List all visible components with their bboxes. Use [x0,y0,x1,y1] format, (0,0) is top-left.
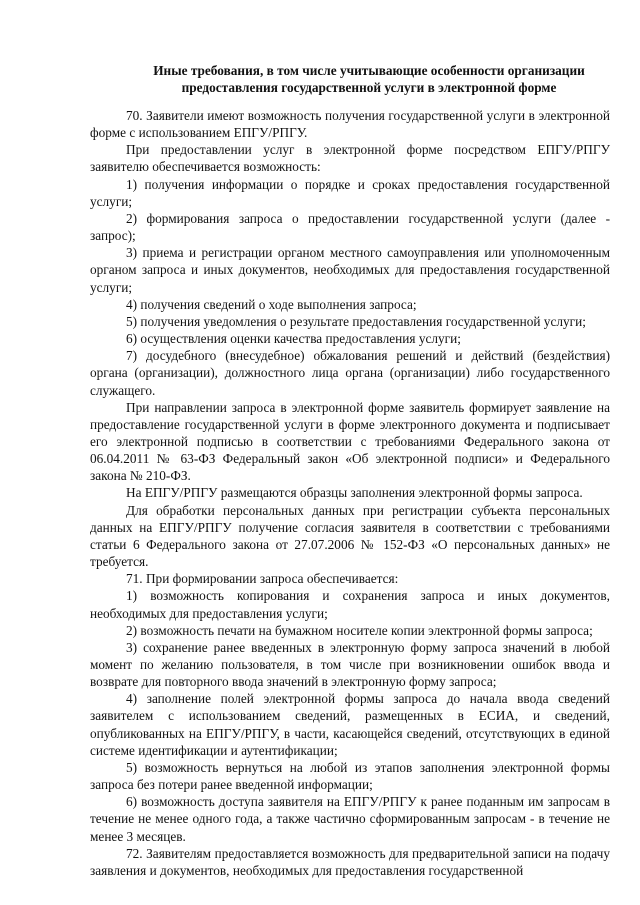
list-item: 6) возможность доступа заявителя на ЕПГУ/РПГУ к ранее поданным им запросам в течение не менее одного года, а также частично сформированным запросам - в течение не менее 3 месяцев. [90,794,610,844]
list-item: 3) приема и регистрации органом местного самоуправления или уполномоченным органом запроса и иных документов, необходимых для предоставления государственной услуги; [90,245,610,295]
list-item: 1) возможность копирования и сохранения запроса и иных документов, необходимых для предоставления услуги; [90,588,610,621]
list-item: 3) сохранение ранее введенных в электронную форму запроса значений в любой момент по желанию пользователя, в том числе при возникновении ошибок ввода и возврате для повторного ввода значений в электронную форму запроса; [90,639,610,690]
paragraph-personal-data: Для обработки персональных данных при регистрации субъекта персональных данных на ЕПГУ/РПГУ получение согласия заявителя в соответствии с требованиями статьи 6 Федерального закона от 27.07.2006 № 152-ФЗ «О персональных данных» не требуется. [90,502,610,570]
paragraph-70-intro: 70. Заявители имеют возможность получения государственной услуги в электронной форме с использованием ЕПГУ/РПГУ. [90,108,610,141]
list-item: 2) формирования запроса о предоставлении государственной услуги (далее - запрос); [90,210,610,244]
paragraph-72: 72. Заявителям предоставляется возможность для предварительной записи на подачу заявления и документов, необходимых для предоставления государственной [90,845,610,878]
list-item: 5) возможность вернуться на любой из этапов заполнения электронной формы запроса без потери ранее введенной информации; [90,759,610,793]
section-heading [90,62,610,96]
paragraph-epgu-capabilities: При предоставлении услуг в электронной форме посредством ЕПГУ/РПГУ заявителю обеспечивается возможность: [90,142,610,175]
paragraph-electronic-signature: При направлении запроса в электронной форме заявитель формирует заявление на предоставление государственной услуги в форме электронного документа и подписывает его электронной подписью в соответствии с требованиями Федерального закона от 06.04.2011 № 63-ФЗ Федеральный закон «Об электронной подписи» и Федерального закона № 210-ФЗ. [90,399,610,484]
list-item: 6) осуществления оценки качества предоставления услуги; [126,331,461,347]
list-item: 5) получения уведомления о результате предоставления государственной услуги; [126,313,586,329]
list-item: 4) получения сведений о ходе выполнения запроса; [126,296,417,312]
list-item: 7) досудебного (внесудебное) обжалования решений и действий (бездействия) органа (организации), должностного лица органа (организации) либо государственного служащего. [90,348,610,398]
list-item: 4) заполнение полей электронной формы запроса до начала ввода сведений заявителем с использованием сведений, размещенных в ЕСИА, и сведений, опубликованных на ЕПГУ/РПГУ, в части, касающейся сведений, отсутствующих в единой системе идентификации и аутентификации; [90,691,610,758]
list-item: 2) возможность печати на бумажном носителе копии электронной формы запроса; [126,622,593,638]
heading-line-1: Иные требования, в том числе учитывающие особенности организации [153,63,585,78]
paragraph-71-intro: 71. При формировании запроса обеспечивается: [126,571,399,587]
heading-line-2: предоставления государственной услуги в электронной форме [181,80,557,95]
document-page [90,62,610,879]
list-item: 1) получения информации о порядке и сроках предоставления государственной услуги; [90,176,610,209]
paragraph-form-samples: На ЕПГУ/РПГУ размещаются образцы заполнения электронной формы запроса. [126,485,583,501]
